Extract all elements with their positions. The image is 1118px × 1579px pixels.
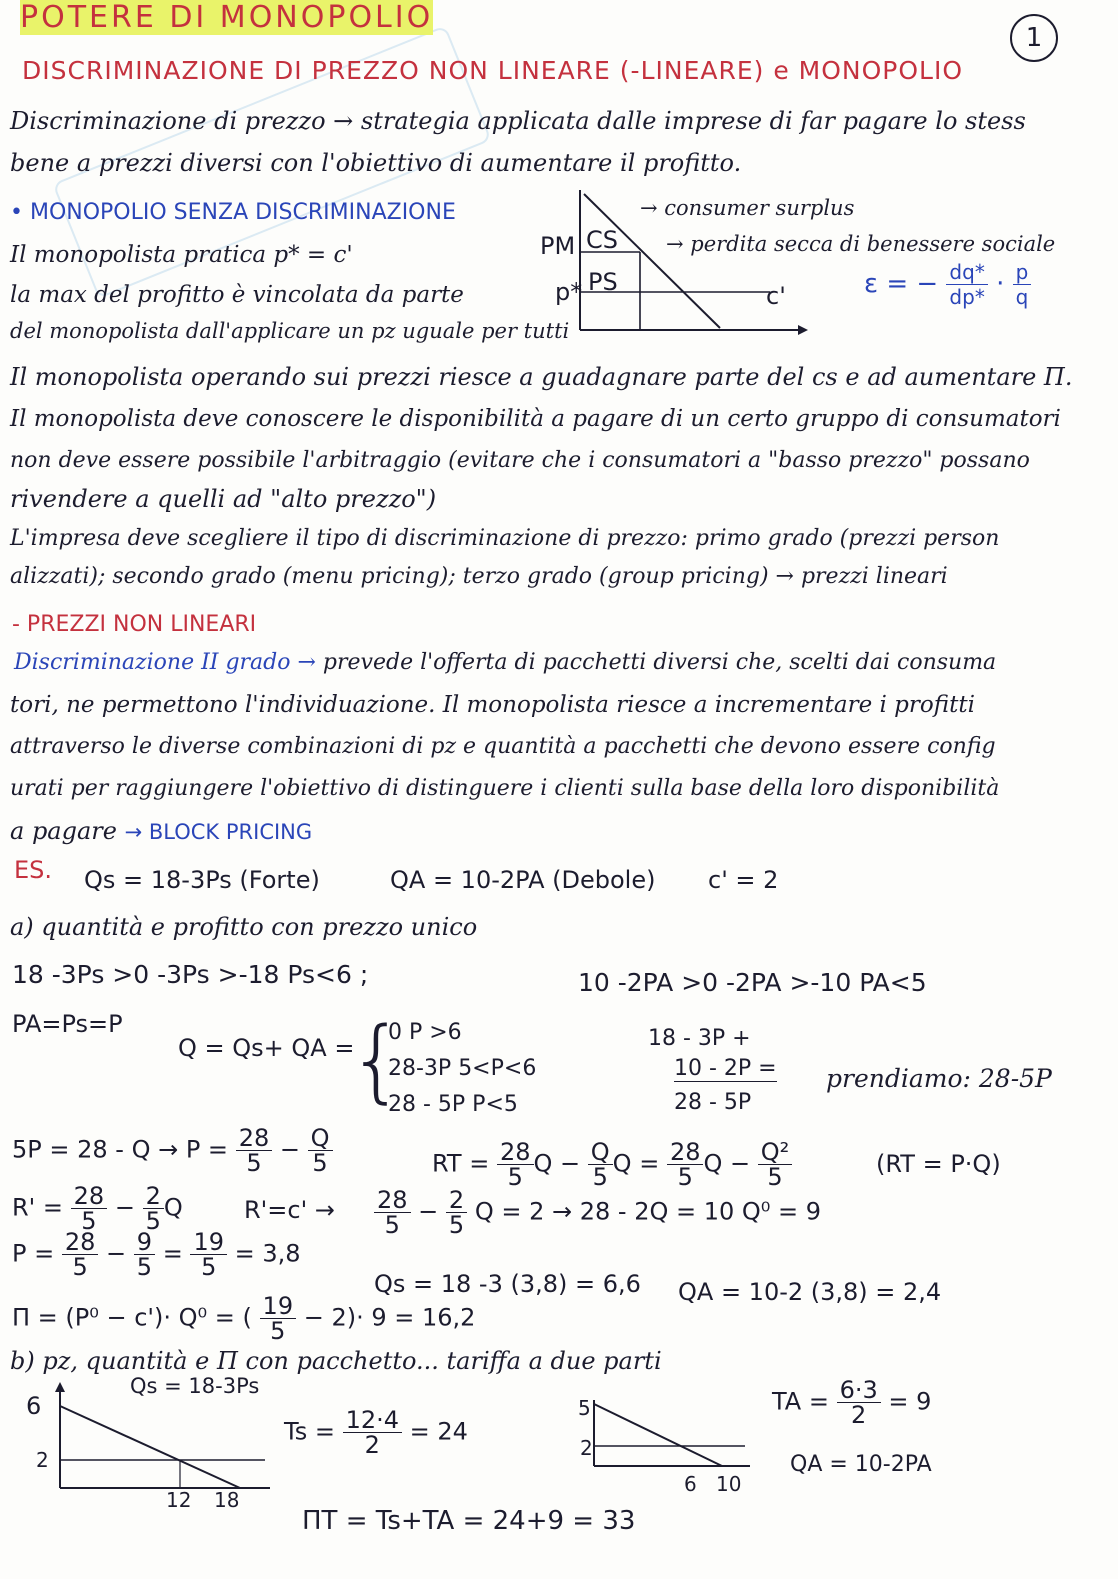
revenue-note: (RT = P·Q) [876,1150,1001,1178]
section2-line-5: a pagare → BLOCK PRICING [10,817,313,845]
tariff-weak: TA = $\frac{6\cdot 3}{2}$ = 9 [772,1376,932,1429]
graph-a-ymid: 2 [580,1436,593,1460]
optimal-price: P = $\frac{28}{5}$ − $\frac{9}{5}$ = $\frac{19}{5}$ = 3,8 [12,1228,301,1281]
question-b: b) pz, quantità e Π con pacchetto... tariffa a due parti [10,1347,662,1375]
graph-s-x2: 18 [214,1488,240,1512]
graph-s-ymid: 2 [36,1448,49,1472]
section2-line-2: tori, ne permettono l'individuazione. Il monopolista riesce a incrementare i profitti [10,692,975,718]
demand-strong: Qs = 18-3Ps (Forte) [84,866,320,894]
section1-line-8: L'impresa deve scegliere il tipo di discriminazione di prezzo: primo grado (prezzi person [10,526,1000,551]
piecewise-case-2: 28-3P 5<P<6 [388,1056,537,1081]
graph-s-title: Qs = 18-3Ps [130,1374,260,1398]
label-cs: CS [586,226,618,254]
marginal-revenue: R' = $\frac{28}{5}$ − $\frac{2}{5}$ Q [12,1182,183,1235]
section1-line-5: Il monopolista deve conoscere le disponibilità a pagare di un certo gruppo di consumatori [10,406,1061,432]
quantity-sum: Q = Qs+ QA = [178,1034,355,1062]
quantity-strong-value: Qs = 18 -3 (3,8) = 6,6 [374,1270,641,1298]
sum-line-1: 18 - 3P + [648,1026,751,1051]
demand-weak: QA = 10-2PA (Debole) [390,866,656,894]
intro-line-2: bene a prezzi diversi con l'obiettivo di aumentare il profitto. [10,149,742,177]
section1-line-6: non deve essere possibile l'arbitraggio (evitare che i consumatori a "basso prezzo" possano [10,448,1030,473]
graph-s-x1: 12 [166,1488,192,1512]
section1-line-1: Il monopolista pratica p* = c' [10,242,353,268]
take-equation: prendiamo: 28-5P [826,1064,1052,1093]
note-consumer-surplus: → consumer surplus [640,196,855,220]
question-a: a) quantità e profitto con prezzo unico [10,913,478,941]
condition-strong: 18 -3Ps >0 -3Ps >-18 Ps<6 ; [12,960,369,989]
exercise-label: ES. [14,856,53,884]
label-pstar: p* [555,278,583,306]
graph-a-x1: 6 [684,1472,697,1496]
piecewise-case-3: 28 - 5P P<5 [388,1092,518,1117]
mr-solve: $\frac{28}{5}$ − $\frac{2}{5}$ Q = 2 → 28 - 2Q = 10 Q⁰ = 9 [374,1188,821,1237]
brace-icon: { [348,1008,406,1113]
graph-s-ytop: 6 [26,1392,42,1420]
condition-weak: 10 -2PA >0 -2PA >-10 PA<5 [578,968,927,997]
section1-line-9: alizzati); secondo grado (menu pricing); terzo grado (group pricing) → prezzi lineari [10,564,948,589]
intro-line-1: Discriminazione di prezzo → strategia applicata dalle imprese di far pagare lo stess [10,107,1026,135]
section2-line-3: attraverso le diverse combinazioni di pz e quantità a pacchetti che devono essere config [10,734,996,759]
inverse-demand: 5P = 28 - Q → P = $\frac{28}{5}$ − $\frac{Q}{5}$ [12,1126,333,1175]
graph-a-ytop: 5 [578,1396,591,1420]
section1-line-3: del monopolista dall'applicare un pz uguale per tutti [10,319,570,343]
label-c: c' [766,282,786,310]
total-profit-two-part: ΠT = Ts+TA = 24+9 = 33 [302,1506,636,1536]
total-revenue: RT = $\frac{28}{5}$ Q − $\frac{Q}{5}$ Q = $\frac{28}{5}$ Q − $\frac{\text{Q²}}{5}$ [432,1140,792,1189]
section1-line-7: rivendere a quelli ad "alto prezzo") [10,485,437,513]
section1-line-2: la max del profitto è vincolata da parte [10,282,464,308]
graph-a-x2: 10 [716,1472,742,1496]
equal-price: PA=Ps=P [12,1010,123,1038]
note-deadweight-loss: → perdita secca di benessere sociale [666,232,1056,256]
section2-line-4: urati per raggiungere l'obiettivo di distinguere i clienti sulla base della loro disponibilità [10,776,1000,801]
graph-strong-market [40,1380,280,1500]
page-title: POTERE DI MONOPOLIO [20,0,434,35]
section-heading-monopolio: • MONOPOLIO SENZA DISCRIMINAZIONE [10,200,456,225]
marginal-cost: c' = 2 [708,866,779,894]
sum-line-3: 28 - 5P [674,1090,752,1115]
tariff-strong: Ts = $\frac{12\cdot 4}{2}$ = 24 [284,1406,468,1459]
mr-condition: R'=c' → [244,1196,335,1224]
subtitle: DISCRIMINAZIONE DI PREZZO NON LINEARE (-LINEARE) e MONOPOLIO [22,56,964,85]
sum-line-2: 10 - 2P = [674,1056,777,1081]
page-number-badge: 1 [1010,14,1058,62]
piecewise-case-1: 0 P >6 [388,1020,462,1045]
label-ps: PS [588,268,618,296]
section2-line-1: Discriminazione II grado → prevede l'offerta di pacchetti diversi che, scelti dai consuma [14,650,997,675]
section-heading-prezzi-non-lineari: - PREZZI NON LINEARI [12,612,257,637]
section1-line-4: Il monopolista operando sui prezzi riesce a guadagnare parte del cs e ad aumentare Π. [10,363,1073,391]
quantity-weak-value: QA = 10-2 (3,8) = 2,4 [678,1278,942,1306]
profit-single-price: Π = (P⁰ − c')· Q⁰ = ( $\frac{19}{5}$ − 2)· 9 = 16,2 [12,1292,476,1345]
elasticity-formula: ε = − $\frac{dq*}{dp*}$ · $\frac{p}{q}$ [864,260,1031,309]
graph-a-title: QA = 10-2PA [790,1452,932,1477]
label-pm: PM [540,232,576,260]
